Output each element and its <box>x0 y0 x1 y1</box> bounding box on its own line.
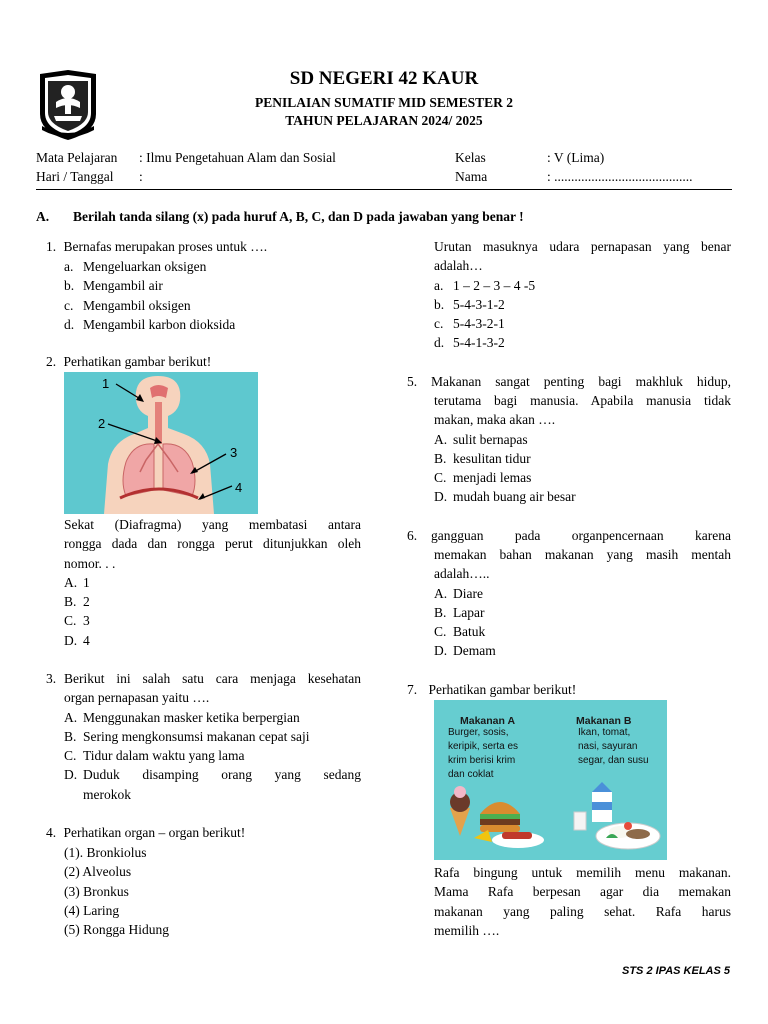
question-6-line1: gangguan pada organpencernaan karena <box>431 528 731 543</box>
food-a-title: Makanan A <box>460 715 516 727</box>
question-5: terutama bagi manusia. Apabila manusia tidak makan, maka akan …. A. sulit bernapas B. kesulitan tidur C. menjadi lemas D. mudah buang air besar <box>434 391 731 507</box>
option-a[interactable]: A. Diare <box>434 585 483 601</box>
option-b[interactable]: b. Mengambil air <box>64 278 163 294</box>
option-c[interactable]: C. Tidur dalam waktu yang lama <box>64 748 245 764</box>
option-b[interactable]: B. Sering mengkonsumsi makanan cepat saji <box>64 728 310 744</box>
food-b-list: Ikan, tomat, nasi, sayuran segar, dan susu <box>578 727 649 766</box>
diagram-label-2: 2 <box>98 416 106 431</box>
name-value: : ......................................... <box>547 169 693 184</box>
question-3: Berikut ini salah satu cara menjaga kesehatan organ pernapasan yaitu …. A. Menggunakan masker ketika berpergian B. Sering mengkonsumsi makanan cepat saji C. Tidur dalam waktu yang lama D. Duduk disamping orang yang sedang merokok <box>64 671 361 802</box>
section-number: A. <box>36 209 50 224</box>
list-item: (5) Rongga Hidung <box>64 922 169 938</box>
question-7-body: Rafa bingung untuk memilih menu makanan. Mama Rafa berpesan agar dia memakan makanan yang paling sehat. Rafa harus memilih …. <box>434 865 731 938</box>
class-value: : V (Lima) <box>547 150 605 165</box>
option-a[interactable]: a. 1 – 2 – 3 – 4 -5 <box>434 277 536 293</box>
option-a[interactable]: A. Menggunakan masker ketika berpergian <box>64 709 300 725</box>
day-label: Hari / Tanggal <box>36 169 114 184</box>
option-d[interactable]: d. 5-4-1-3-2 <box>434 335 505 351</box>
exam-title: PENILAIAN SUMATIF MID SEMESTER 2 <box>254 95 514 110</box>
option-c[interactable]: C. menjadi lemas <box>434 470 532 486</box>
food-comparison-image <box>434 700 667 860</box>
option-a[interactable]: A. sulit bernapas <box>434 431 528 447</box>
school-name: SD NEGERI 42 KAUR <box>289 68 479 89</box>
day-value: : <box>139 169 143 184</box>
option-d[interactable]: D. mudah buang air besar <box>434 489 576 505</box>
question-6: memakan bahan makanan yang masih mentah adalah….. A. Diare B. Lapar C. Batuk D. Demam <box>434 545 731 661</box>
question-4-continued: Urutan masuknya udara pernapasan yang benar adalah… a. 1 – 2 – 3 – 4 -5 b. 5-4-3-1-2 c. 5-4-3-2-1 d. 5-4-1-3-2 <box>434 237 731 353</box>
respiratory-system-diagram <box>64 372 258 514</box>
subject-label: Mata Pelajaran <box>36 150 118 165</box>
page-footer: STS 2 IPAS KELAS 5 <box>622 965 730 977</box>
question-2-text: Perhatikan gambar berikut! <box>63 354 212 369</box>
class-label: Kelas <box>455 150 486 165</box>
list-item: (3) Bronkus <box>64 883 129 899</box>
option-d[interactable]: D. Demam <box>434 643 496 659</box>
option-b[interactable]: b. 5-4-3-1-2 <box>434 296 505 312</box>
school-year: TAHUN PELAJARAN 2024/ 2025 <box>285 113 483 128</box>
option-d[interactable]: d. Mengambil karbon dioksida <box>64 316 236 332</box>
option-c[interactable]: c. Mengambil oksigen <box>64 297 191 313</box>
option-a[interactable]: A. 1 <box>64 574 90 590</box>
list-item: (2) Alveolus <box>64 864 132 880</box>
question-2-body: Sekat (Diafragma) yang membatasi antara rongga dada dan rongga perut ditunjukkan oleh nomor. . . A. 1 B. 2 C. 3 D. 4 <box>64 515 361 650</box>
question-1-options <box>64 257 364 334</box>
option-b[interactable]: B. Lapar <box>434 604 485 620</box>
question-3-number: 3. <box>46 671 57 686</box>
subject-value: : Ilmu Pengetahuan Alam dan Sosial <box>139 150 336 165</box>
option-b[interactable]: B. 2 <box>64 594 90 610</box>
food-a-list: Burger, sosis, keripik, serta es krim berisi krim dan coklat <box>448 727 519 780</box>
header-divider <box>36 189 732 190</box>
list-item: (1). Bronkiolus <box>64 845 147 860</box>
question-6-number: 6. <box>407 528 418 543</box>
food-illustrations <box>434 780 667 860</box>
diagram-label-4: 4 <box>235 480 243 495</box>
question-4: 4. Perhatikan organ – organ berikut! <box>46 825 246 840</box>
diagram-label-1: 1 <box>102 376 110 391</box>
question-5-line1: Makanan sangat penting bagi makhluk hidup, <box>431 374 731 389</box>
question-4-text: Perhatikan organ – organ berikut! <box>63 825 246 840</box>
question-1-text: Bernafas merupakan proses untuk …. <box>63 239 268 254</box>
option-b[interactable]: B. kesulitan tidur <box>434 450 531 466</box>
food-b-title: Makanan B <box>576 715 632 727</box>
organ-list <box>64 843 169 939</box>
option-c[interactable]: C. 3 <box>64 613 90 629</box>
instruction-text: Berilah tanda silang (x) pada huruf A, B, C, dan D pada jawaban yang benar ! <box>73 209 524 224</box>
question-7: 7. Perhatikan gambar berikut! <box>407 682 577 697</box>
name-label: Nama <box>455 169 488 184</box>
option-c[interactable]: c. 5-4-3-2-1 <box>434 316 505 332</box>
diagram-label-3: 3 <box>230 445 238 460</box>
option-d[interactable]: D. Duduk disamping orang yang sedang <box>64 767 361 783</box>
question-7-text: Perhatikan gambar berikut! <box>428 682 577 697</box>
option-a[interactable]: a. Mengeluarkan oksigen <box>64 259 207 274</box>
option-d[interactable]: D. 4 <box>64 632 90 648</box>
section-instruction <box>36 209 524 225</box>
question-2: 2. Perhatikan gambar berikut! <box>46 354 212 369</box>
option-c[interactable]: C. Batuk <box>434 624 486 640</box>
question-5-number: 5. <box>407 374 418 389</box>
list-item: (4) Laring <box>64 902 120 918</box>
question-1: 1. Bernafas merupakan proses untuk …. <box>46 239 268 254</box>
